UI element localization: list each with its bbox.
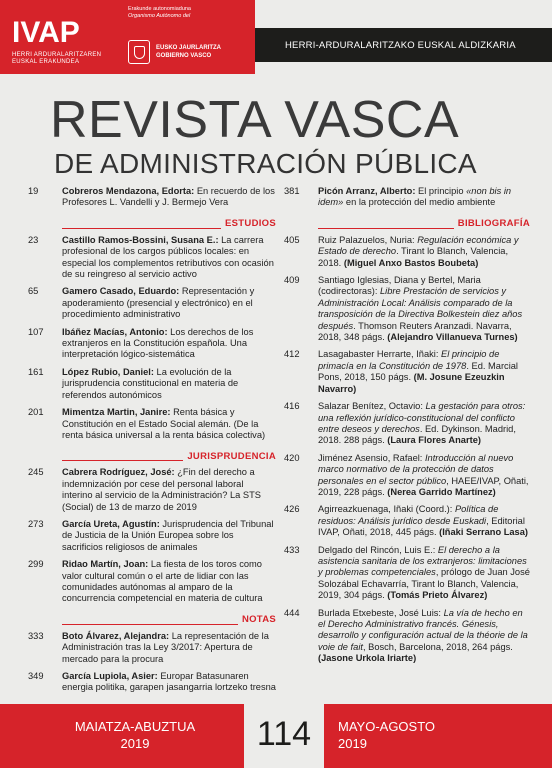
entry-title: Los derechos de los extranjeros en la Constitución española. Una interpretación lógico-sistemática xyxy=(62,326,254,360)
contents-entry xyxy=(284,545,530,602)
entry-author: García Ureta, Agustín: xyxy=(62,518,160,529)
ivap-logo-block xyxy=(0,0,255,74)
contents-entry xyxy=(284,349,530,395)
entry-title: Jurisprudencia del Tribunal de Justicia de la Unión Europea sobre los sacrificios religiosos de animales xyxy=(62,518,274,552)
bib-publication: , prólogo de Juan José Solozábal Echavarría, Tirant lo Blanch, Valencia, 2019, 304 págs. xyxy=(318,567,530,601)
contents-entry xyxy=(284,275,530,343)
section-heading-label: NOTAS xyxy=(238,614,276,625)
contents-entry xyxy=(28,559,276,605)
ivap-logo: IVAP xyxy=(12,16,80,49)
bib-author: Jiménez Asensio, Rafael: xyxy=(318,452,425,463)
entry-title: La representación de la Administración tras la Ley 3/2017: Apertura de mercado para la procura xyxy=(62,630,269,664)
bib-book-title: Política de residuos: Análisis jurídico desde Euskadi xyxy=(318,504,499,526)
government-name xyxy=(156,44,221,60)
entry-page-number: 245 xyxy=(28,467,44,478)
bib-publication: . Tirant lo Blanch, Valencia, 2018. xyxy=(318,246,509,268)
bib-publication: . Thomson Reuters Aranzadi. Navarra, 2018, 348 págs. xyxy=(318,320,512,343)
entry-page-number: 161 xyxy=(28,366,44,377)
entry-page-number: 349 xyxy=(28,671,44,681)
entry-page-number: 201 xyxy=(28,407,44,418)
entry-body xyxy=(62,186,275,207)
entry-body xyxy=(318,349,518,393)
contents-entry xyxy=(28,671,276,694)
contents-entry xyxy=(28,467,276,513)
bib-author: Salazar Benítez, Octavio: xyxy=(318,401,426,412)
section-heading xyxy=(62,611,276,625)
entry-body xyxy=(62,519,274,552)
cover-header xyxy=(0,0,552,74)
entry-body xyxy=(62,559,263,603)
bib-publication: . Ed. Dykinson. Madrid, 2018. 288 págs. xyxy=(318,423,516,446)
bib-author: Ruiz Palazuelos, Nuria: xyxy=(318,234,418,245)
entry-title-italic: «non bis in idem» xyxy=(318,186,512,208)
section-heading-label: ESTUDIOS xyxy=(221,218,276,229)
entry-author: García Lupiola, Asier: xyxy=(62,671,158,681)
bib-author: Lasagabaster Herrarte, Iñaki: xyxy=(318,349,441,360)
contents-entry xyxy=(284,401,530,447)
entry-author: Gamero Casado, Eduardo: xyxy=(62,286,180,297)
entry-page-number: 433 xyxy=(284,544,300,555)
bib-book-title: La gestación para otros: una reflexión jurídico-constitucional del conflicto entre deseos y derechos xyxy=(318,401,526,434)
entry-body xyxy=(62,367,238,400)
entry-author: Ibáñez Macías, Antonio: xyxy=(62,326,168,337)
contents-entry xyxy=(28,327,276,361)
entry-page-number: 107 xyxy=(28,326,44,337)
entry-title: La evolución de la jurisprudencia constitucional en materia de referendos autonómicos xyxy=(62,366,239,400)
bib-book-title: Introducción al nuevo marco normativo de la protección de datos personales en el sector público xyxy=(318,452,514,486)
bib-author: Delgado del Rincón, Luis E.: xyxy=(318,544,438,555)
entry-page-number: 19 xyxy=(28,186,39,196)
entry-body xyxy=(62,327,253,360)
entry-page-number: 381 xyxy=(284,186,300,196)
section-heading xyxy=(62,447,276,461)
entry-author: Picón Arranz, Alberto: xyxy=(318,186,416,196)
contents-entry xyxy=(28,631,276,665)
entry-body xyxy=(318,504,528,537)
entry-page-number: 23 xyxy=(28,234,39,245)
issue-year-spanish: 2019 xyxy=(338,736,367,751)
entry-author: Cobreros Mendazona, Edorta: xyxy=(62,186,195,196)
entry-page-number: 412 xyxy=(284,349,300,360)
contents-entry xyxy=(28,286,276,320)
entry-author: Ridao Martín, Joan: xyxy=(62,559,149,570)
gov-caption-line1: Erakunde autonomiaduna xyxy=(128,6,191,12)
bib-publication: , HAEE/IVAP, Oñati, 2019, 228 págs. xyxy=(318,475,529,497)
entry-title: La carrera profesional de los cargos públicos locales: en especial los complementos retributivos con ocasión de su reingreso al servicio activo xyxy=(62,234,274,280)
contents-entry xyxy=(284,186,530,209)
journal-title-line1: REVISTA VASCA xyxy=(50,91,460,149)
section-heading-label: BIBLIOGRAFÍA xyxy=(454,218,530,229)
entry-title: El principio xyxy=(415,186,467,196)
contents-entry xyxy=(284,235,530,269)
entry-title: En recuerdo de los Profesores L. Vandelli y J. Bermejo Vera xyxy=(62,186,275,208)
entry-body xyxy=(318,453,529,497)
entry-page-number: 299 xyxy=(28,559,44,570)
bib-book-title: La vía de hecho en el Derecho Administrativo francés. Génesis, desarrollo y configuración actual de la théorie de la voie de fait xyxy=(318,607,528,652)
bib-book-title: Regulación económica y Estado de derecho xyxy=(318,234,519,257)
section-heading xyxy=(62,215,276,229)
entry-title: Renta básica y Constitución en el Estado Social alemán. (De la renta básica universal a la renta básica colectiva) xyxy=(62,407,266,440)
contents-entry xyxy=(28,186,276,209)
entry-body xyxy=(318,608,528,664)
entry-title: ¿Fin del derecho a indemnización por cese del personal laboral interino al servicio de la Administración? La STS (Social) de 13 de marzo de 2019 xyxy=(62,467,261,512)
entry-page-number: 405 xyxy=(284,234,300,245)
bib-publication: . Ed. Marcial Pons, 2018, 150 págs. xyxy=(318,360,518,383)
issue-months-spanish: MAYO-AGOSTO xyxy=(338,719,436,734)
entry-title: Representación y apoderamiento (presencial y electrónico) en el procedimiento administrativo xyxy=(62,286,255,320)
issue-months-basque: MAIATZA-ABUZTUA xyxy=(74,719,196,734)
entry-body xyxy=(318,545,530,601)
bib-author: Agirreazkuenaga, Iñaki (Coord.): xyxy=(318,504,455,515)
bib-reviewer: (Iñaki Serrano Lasa) xyxy=(439,527,528,538)
contents-entry xyxy=(28,519,276,553)
entry-body xyxy=(62,407,265,440)
issue-number: 114 xyxy=(256,715,312,753)
entry-page-number: 409 xyxy=(284,275,300,286)
government-caption xyxy=(128,6,248,19)
bib-reviewer: (Laura Flores Anarte) xyxy=(387,435,481,446)
ivap-logo-subtitle: HERRI ARDURALARITZAREN EUSKAL ERAKUNDEA xyxy=(12,52,102,65)
entry-page-number: 444 xyxy=(284,607,300,618)
gov-caption-line2: Organismo Autónomo del xyxy=(128,12,191,19)
entry-body xyxy=(318,186,511,207)
basque-government-seal-icon xyxy=(128,40,150,64)
bib-reviewer: (Miguel Anxo Bastos Boubeta) xyxy=(343,257,479,268)
entry-body xyxy=(318,235,519,268)
journal-title-line2: DE ADMINISTRACIÓN PÚBLICA xyxy=(54,148,477,179)
section-heading xyxy=(318,215,530,229)
entry-page-number: 426 xyxy=(284,504,300,515)
contents-left-column xyxy=(28,186,276,700)
journal-band-text: HERRI-ARDURALARITZAKO EUSKAL ALDIZKARIA xyxy=(285,40,516,51)
entry-author: Castillo Ramos-Bossini, Susana E.: xyxy=(62,234,219,245)
entry-body xyxy=(62,467,261,511)
contents-right-column xyxy=(284,186,530,671)
journal-band xyxy=(255,28,552,62)
issue-year-basque: 2019 xyxy=(120,736,150,751)
entry-body xyxy=(62,671,276,692)
entry-page-number: 416 xyxy=(284,401,300,412)
bib-publication: , Bosch, Barcelona, 2018, 264 págs. xyxy=(362,641,513,652)
entry-author: López Rubio, Daniel: xyxy=(62,366,154,377)
bib-author: Burlada Etxebeste, José Luis: xyxy=(318,607,444,618)
bib-reviewer: (Nerea Garrido Martínez) xyxy=(387,486,496,497)
entry-page-number: 420 xyxy=(284,452,300,463)
contents-entry xyxy=(28,367,276,401)
section-heading-label: JURISPRUDENCIA xyxy=(183,451,276,462)
bib-book-title: El derecho a la asistencia sanitaria de los extranjeros: limitaciones y problemas competenciales xyxy=(318,544,527,578)
entry-title-rest: en la protección del medio ambiente xyxy=(343,197,496,208)
cover-footer xyxy=(0,704,552,768)
entry-author: Mimentza Martin, Janire: xyxy=(62,407,171,418)
entry-body xyxy=(62,286,254,319)
entry-title: Europar Batasunaren energia politika, garapen jasangarria lortzeko tresna xyxy=(62,671,276,693)
entry-body xyxy=(62,235,274,279)
bib-reviewer: (Jasone Urkola Iriarte) xyxy=(318,653,417,664)
bib-author: Santiago Iglesias, Diana y Bertel, Maria (codirectoras): xyxy=(318,275,481,297)
bib-reviewer: (Alejandro Villanueva Turnes) xyxy=(387,332,518,343)
entry-author: Boto Álvarez, Alejandra: xyxy=(62,630,170,641)
entry-body xyxy=(62,631,269,664)
contents-entry xyxy=(28,235,276,281)
contents-entry xyxy=(284,504,530,538)
entry-page-number: 65 xyxy=(28,286,39,297)
bib-book-title: Libre Prestación de servicios y Administración Local: Análisis comparado de la transposición de la Directiva Bolkestein diez años después xyxy=(318,286,523,331)
issue-date-spanish xyxy=(338,718,435,752)
bib-reviewer: (M. Josune Ezeuzkin Navarro) xyxy=(318,372,505,394)
contents-entry xyxy=(284,608,530,665)
entry-page-number: 333 xyxy=(28,630,44,641)
contents-entry xyxy=(28,407,276,441)
entry-body xyxy=(318,401,525,445)
issue-date-basque xyxy=(60,718,210,752)
entry-author: Cabrera Rodríguez, José: xyxy=(62,467,175,478)
entry-page-number: 273 xyxy=(28,518,44,529)
issue-number-box xyxy=(244,704,324,768)
gov-name-basque: EUSKO JAURLARITZA xyxy=(156,45,222,51)
contents-entry xyxy=(284,453,530,499)
entry-title: La fiesta de los toros como valor cultural común o el arte de lidiar con las comunidades autónomas al amparo de la concurrencia competencial en materia de cultura xyxy=(62,559,263,604)
entry-body xyxy=(318,275,522,342)
gov-name-spanish: GOBIERNO VASCO xyxy=(156,53,212,59)
bib-publication: , Editorial IVAP, Oñati, 2018, 445 págs. xyxy=(318,515,525,538)
bib-reviewer: (Tomás Prieto Álvarez) xyxy=(387,590,488,601)
bib-book-title: El principio de primacía en la Constitución de 1978 xyxy=(318,349,500,371)
